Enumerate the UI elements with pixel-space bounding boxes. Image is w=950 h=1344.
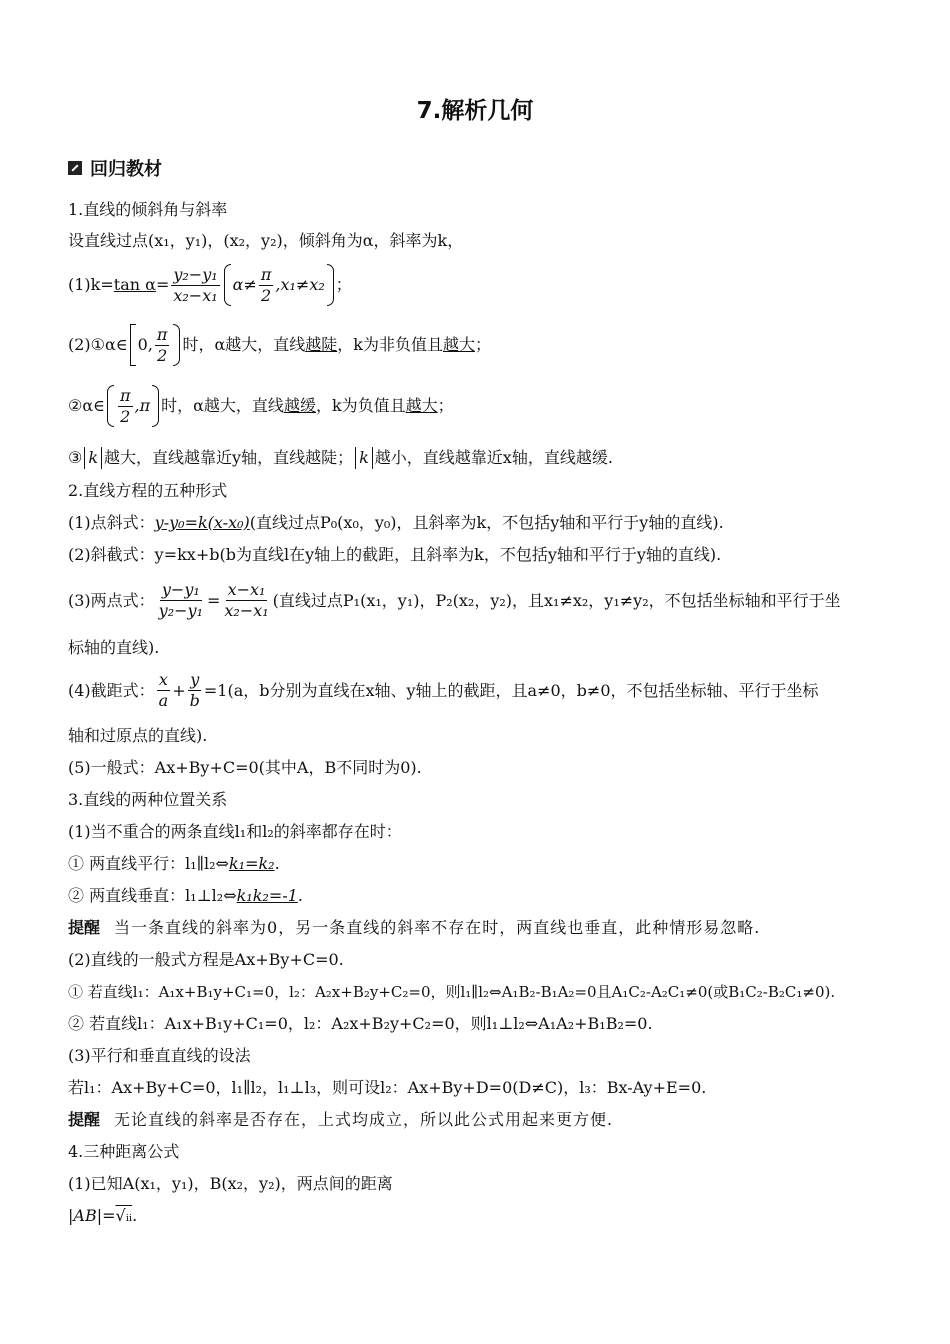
two-point-fraction-y — [157, 580, 205, 621]
y-over-b — [188, 670, 202, 711]
intercept-form — [68, 670, 819, 711]
s1-heading: 1.直线的倾斜角与斜率 — [68, 200, 228, 219]
p1-b: y-y₀=k(x-x₀) — [154, 513, 250, 532]
two-point-fraction-x — [222, 580, 270, 621]
general-perpendicular: ② 若直线l₁：A₁x+B₁y+C₁=0，l₂：A₂x+B₂y+C₂=0，则l₁⊥l₂⇔A₁A₂+B₁B₂=0. — [68, 1014, 653, 1033]
perpendicular-condition — [68, 886, 303, 906]
parallel-condition — [68, 854, 280, 874]
pencil-box-icon — [68, 161, 82, 175]
right-paren — [152, 385, 159, 427]
s3-q3: (3)平行和垂直直线的设法 — [68, 1046, 251, 1065]
two: 2 — [120, 406, 131, 426]
remark-2 — [68, 1110, 613, 1130]
p1-c: (直线过点P₀(x₀，y₀)，且斜率为k，不包括y轴和平行于y轴的直线). — [249, 513, 724, 532]
f1-cond-a: α≠ — [232, 275, 257, 294]
general-parallel: ① 若直线l₁：A₁x+B₁y+C₁=0，l₂：A₂x+B₂y+C₂=0，则l₁∥l₂⇔A₁B₂-B₁A₂=0且A₁C₂-A₂C₁≠0(或B₁C₂-B₂C₁≠0). — [68, 983, 836, 1001]
f1-end: ； — [335, 275, 352, 294]
q1b-c: . — [297, 886, 303, 905]
denominator: b — [189, 691, 200, 710]
f2-c: ，k为非负值且 — [337, 335, 443, 354]
remark-label: 提醒 — [68, 1110, 101, 1129]
q1b-b: k₁k₂=-1 — [236, 886, 298, 905]
numerator: x−x₁ — [227, 580, 266, 599]
denominator: x₂−x₁ — [224, 601, 269, 620]
two: 2 — [157, 345, 168, 365]
f3-c: ，k为负值且 — [315, 396, 406, 415]
f4-prefix: ③ — [68, 448, 83, 467]
denominator: a — [158, 691, 169, 710]
pi-over-2 — [155, 325, 170, 366]
p4-b: =1(a，b分别为直线在x轴、y轴上的截距，且a≠0，b≠0，不包括坐标轴、平行于坐标 — [203, 680, 819, 700]
r2-b: √ᵢᵢ — [115, 1206, 133, 1225]
slope-formula — [68, 264, 352, 306]
right-paren — [173, 324, 180, 366]
two-point-cont: 标轴的直线). — [68, 638, 160, 657]
line-setup: 若l₁：Ax+By+C=0，l₁∥l₂，l₁⊥l₃，则可设l₂：Ax+By+D=0(D≠C)，l₃：Bx-Ay+E=0. — [68, 1078, 707, 1097]
plus: + — [172, 680, 186, 700]
f1-prefix: (1)k= — [68, 275, 114, 294]
left-paren — [107, 385, 114, 427]
q1a-b: k₁=k₂ — [228, 854, 275, 873]
q1a-a: ① 两直线平行：l₁∥l₂⇔ — [68, 854, 229, 873]
two-point — [68, 580, 841, 621]
f4-a: 越大，直线越靠近y轴，直线越陡； — [104, 448, 354, 467]
denominator: y₂−y₁ — [158, 601, 203, 620]
s4-r1: (1)已知A(x₁，y₁)，B(x₂，y₂)，两点间的距离 — [68, 1174, 393, 1193]
s3-q1: (1)当不重合的两条直线l₁和l₂的斜率都存在时： — [68, 822, 402, 841]
q1a-c: . — [274, 854, 280, 873]
f3-prefix: ②α∈ — [68, 396, 105, 415]
abs-k: k — [84, 447, 102, 469]
f1-cond-b: ,x₁≠x₂ — [275, 275, 325, 294]
section-label: 回归教材 — [90, 159, 162, 180]
abs-k-line — [68, 447, 613, 469]
slope-denominator: x₂−x₁ — [173, 285, 218, 305]
f1-tan: tan α — [113, 275, 156, 294]
p3-b: (直线过点P₁(x₁，y₁)，P₂(x₂，y₂)，且x₁≠x₂，y₁≠y₂，不包括坐标轴和平行于坐 — [272, 590, 841, 610]
pi: π — [120, 385, 131, 405]
x-over-a — [157, 670, 171, 711]
f4-b: 越小，直线越靠近x轴，直线越缓. — [374, 448, 613, 467]
abs-k: k — [355, 447, 373, 469]
numerator: x — [158, 670, 168, 689]
f3-a: 时，α越大，直线 — [161, 396, 284, 415]
f3-mid: ,π — [134, 396, 151, 415]
angle-range-1 — [68, 324, 491, 366]
s3-q2: (2)直线的一般式方程是Ax+By+C=0. — [68, 950, 344, 969]
f2-zero: 0, — [137, 335, 153, 354]
pi: π — [156, 324, 168, 344]
angle-range-2 — [68, 385, 454, 427]
numerator: y−y₁ — [161, 580, 200, 599]
r2-a: |AB|= — [68, 1206, 116, 1225]
left-paren — [224, 264, 231, 306]
remark-text: 当一条直线的斜率为0，另一条直线的斜率不存在时，两直线也垂直，此种情形易忽略. — [114, 918, 761, 937]
section-heading — [68, 155, 162, 181]
f2-prefix: (2)①α∈ — [68, 335, 128, 354]
pi: π — [260, 264, 272, 284]
s2-heading: 2.直线方程的五种形式 — [68, 481, 228, 500]
remark-label: 提醒 — [68, 918, 101, 937]
f2-a: 时，α越大，直线 — [182, 335, 306, 354]
pi-over-2 — [118, 386, 133, 427]
two: 2 — [261, 285, 272, 305]
numerator: y — [190, 670, 200, 689]
p4-a: (4)截距式： — [68, 680, 155, 700]
remark-text: 无论直线的斜率是否存在，上式均成立，所以此公式用起来更方便. — [114, 1110, 614, 1129]
remark-1 — [68, 918, 760, 938]
slope-numerator: y₂−y₁ — [173, 264, 218, 284]
intercept-cont: 轴和过原点的直线). — [68, 726, 208, 745]
f2-d: 越大 — [442, 335, 475, 354]
slope-intercept: (2)斜截式：y=kx+b(b为直线l在y轴上的截距，且斜率为k，不包括y轴和平行于y轴的直线). — [68, 545, 722, 564]
equals: = — [206, 590, 221, 610]
p3-a: (3)两点式： — [68, 590, 155, 610]
f1-eq: = — [155, 275, 170, 294]
slope-fraction — [171, 265, 219, 306]
pi-over-2 — [259, 265, 274, 306]
f2-e: ； — [474, 335, 491, 354]
s4-heading: 4.三种距离公式 — [68, 1142, 180, 1161]
f3-b: 越缓 — [283, 396, 316, 415]
r2-c: . — [132, 1206, 138, 1225]
point-slope — [68, 513, 724, 533]
general-form: (5)一般式：Ax+By+C=0(其中A，B不同时为0). — [68, 758, 422, 777]
f3-e: ； — [437, 396, 454, 415]
s3-heading: 3.直线的两种位置关系 — [68, 790, 228, 809]
left-bracket — [130, 324, 136, 366]
f3-d: 越大 — [405, 396, 438, 415]
right-paren — [327, 264, 334, 306]
s1-setup: 设直线过点(x₁，y₁)，(x₂，y₂)，倾斜角为α，斜率为k， — [68, 231, 464, 250]
page-title: 7.解析几何 — [416, 98, 534, 124]
p1-a: (1)点斜式： — [68, 513, 155, 532]
f2-b: 越陡 — [305, 335, 338, 354]
distance-formula — [68, 1206, 137, 1226]
q1b-a: ② 两直线垂直：l₁⊥l₂⇔ — [68, 886, 237, 905]
